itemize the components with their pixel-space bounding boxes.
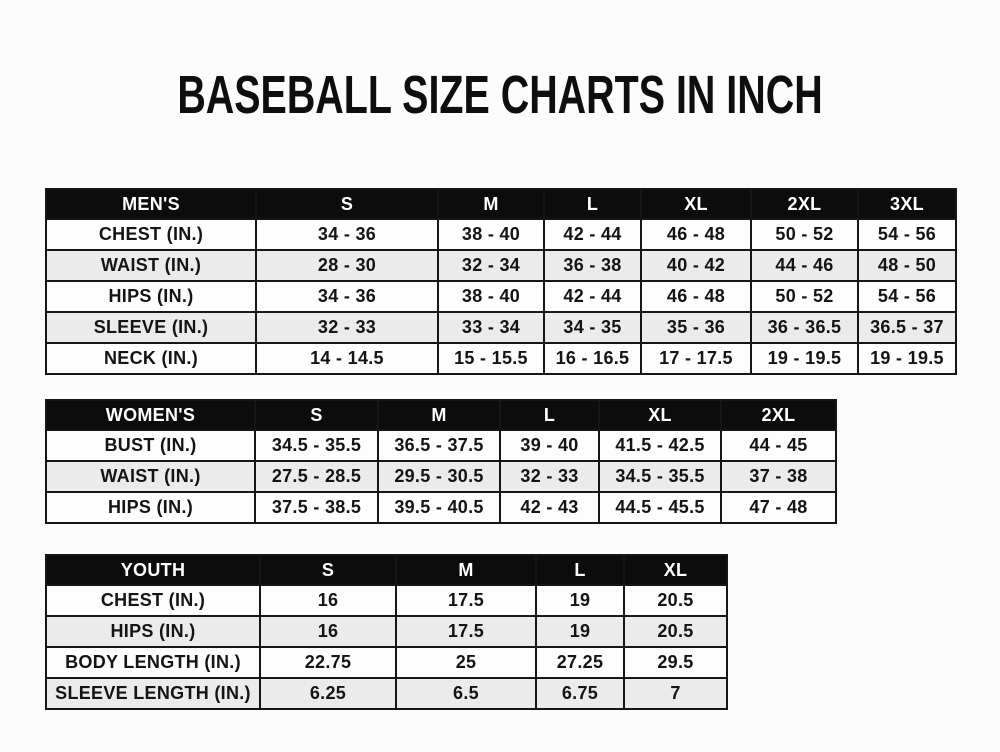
size-value: 42 - 44 [544,281,641,312]
measurement-row [46,492,836,523]
size-column-header: L [544,189,641,219]
size-value: 19 - 19.5 [858,343,956,374]
size-value: 32 - 33 [500,461,599,492]
size-value: 19 [536,585,624,616]
row-label: WAIST (IN.) [46,461,255,492]
size-value: 36.5 - 37.5 [378,430,500,461]
size-value: 17 - 17.5 [641,343,751,374]
size-value: 27.25 [536,647,624,678]
size-column-header: S [256,189,438,219]
row-label: SLEEVE LENGTH (IN.) [46,678,260,709]
size-value: 35 - 36 [641,312,751,343]
size-value: 32 - 33 [256,312,438,343]
row-label: BUST (IN.) [46,430,255,461]
size-value: 14 - 14.5 [256,343,438,374]
size-value: 6.75 [536,678,624,709]
size-value: 46 - 48 [641,281,751,312]
mens-table-title-cell: MEN'S [46,189,256,219]
size-value: 16 [260,616,396,647]
size-value: 28 - 30 [256,250,438,281]
row-label: WAIST (IN.) [46,250,256,281]
size-column-header: XL [624,555,727,585]
size-value: 36 - 36.5 [751,312,858,343]
womens-table-title-cell: WOMEN'S [46,400,255,430]
size-value: 50 - 52 [751,281,858,312]
size-column-header: M [438,189,544,219]
measurement-row [46,281,956,312]
size-value: 46 - 48 [641,219,751,250]
measurement-row [46,343,956,374]
measurement-row [46,585,727,616]
size-value: 34 - 36 [256,281,438,312]
size-value: 40 - 42 [641,250,751,281]
size-value: 19 - 19.5 [751,343,858,374]
size-value: 41.5 - 42.5 [599,430,721,461]
row-label: CHEST (IN.) [46,219,256,250]
row-label: CHEST (IN.) [46,585,260,616]
size-column-header: L [536,555,624,585]
size-value: 27.5 - 28.5 [255,461,378,492]
size-column-header: S [255,400,378,430]
mens-size-table [45,188,957,375]
row-label: HIPS (IN.) [46,281,256,312]
size-value: 29.5 [624,647,727,678]
youth-table-title-cell: YOUTH [46,555,260,585]
size-value: 20.5 [624,616,727,647]
size-value: 20.5 [624,585,727,616]
row-label: BODY LENGTH (IN.) [46,647,260,678]
size-value: 38 - 40 [438,219,544,250]
size-value: 25 [396,647,536,678]
size-column-header: S [260,555,396,585]
size-value: 47 - 48 [721,492,836,523]
size-value: 44 - 45 [721,430,836,461]
size-value: 34.5 - 35.5 [255,430,378,461]
measurement-row [46,461,836,492]
size-value: 17.5 [396,585,536,616]
row-label: HIPS (IN.) [46,616,260,647]
row-label: NECK (IN.) [46,343,256,374]
size-value: 48 - 50 [858,250,956,281]
size-value: 19 [536,616,624,647]
size-value: 34.5 - 35.5 [599,461,721,492]
measurement-row [46,250,956,281]
womens-size-table [45,399,837,524]
size-value: 36.5 - 37 [858,312,956,343]
size-value: 37.5 - 38.5 [255,492,378,523]
size-value: 39 - 40 [500,430,599,461]
measurement-row [46,430,836,461]
size-value: 7 [624,678,727,709]
size-value: 42 - 43 [500,492,599,523]
size-value: 6.5 [396,678,536,709]
size-column-header: XL [599,400,721,430]
measurement-row [46,678,727,709]
size-column-header: 3XL [858,189,956,219]
page-title: BASEBALL SIZE CHARTS IN INCH [177,65,823,125]
size-value: 39.5 - 40.5 [378,492,500,523]
size-value: 15 - 15.5 [438,343,544,374]
size-column-header: 2XL [721,400,836,430]
size-value: 34 - 36 [256,219,438,250]
row-label: SLEEVE (IN.) [46,312,256,343]
size-column-header: L [500,400,599,430]
size-value: 37 - 38 [721,461,836,492]
size-column-header: 2XL [751,189,858,219]
size-value: 33 - 34 [438,312,544,343]
size-value: 42 - 44 [544,219,641,250]
size-value: 32 - 34 [438,250,544,281]
mens-header-row [46,189,956,219]
youth-size-table [45,554,728,710]
size-value: 22.75 [260,647,396,678]
measurement-row [46,616,727,647]
measurement-row [46,312,956,343]
size-value: 36 - 38 [544,250,641,281]
size-value: 16 - 16.5 [544,343,641,374]
womens-header-row [46,400,836,430]
size-value: 29.5 - 30.5 [378,461,500,492]
size-value: 44.5 - 45.5 [599,492,721,523]
size-value: 16 [260,585,396,616]
size-value: 50 - 52 [751,219,858,250]
measurement-row [46,219,956,250]
size-value: 54 - 56 [858,219,956,250]
size-column-header: M [378,400,500,430]
size-column-header: XL [641,189,751,219]
size-value: 38 - 40 [438,281,544,312]
size-column-header: M [396,555,536,585]
measurement-row [46,647,727,678]
row-label: HIPS (IN.) [46,492,255,523]
youth-header-row [46,555,727,585]
size-value: 17.5 [396,616,536,647]
size-value: 54 - 56 [858,281,956,312]
size-value: 44 - 46 [751,250,858,281]
size-value: 6.25 [260,678,396,709]
size-value: 34 - 35 [544,312,641,343]
